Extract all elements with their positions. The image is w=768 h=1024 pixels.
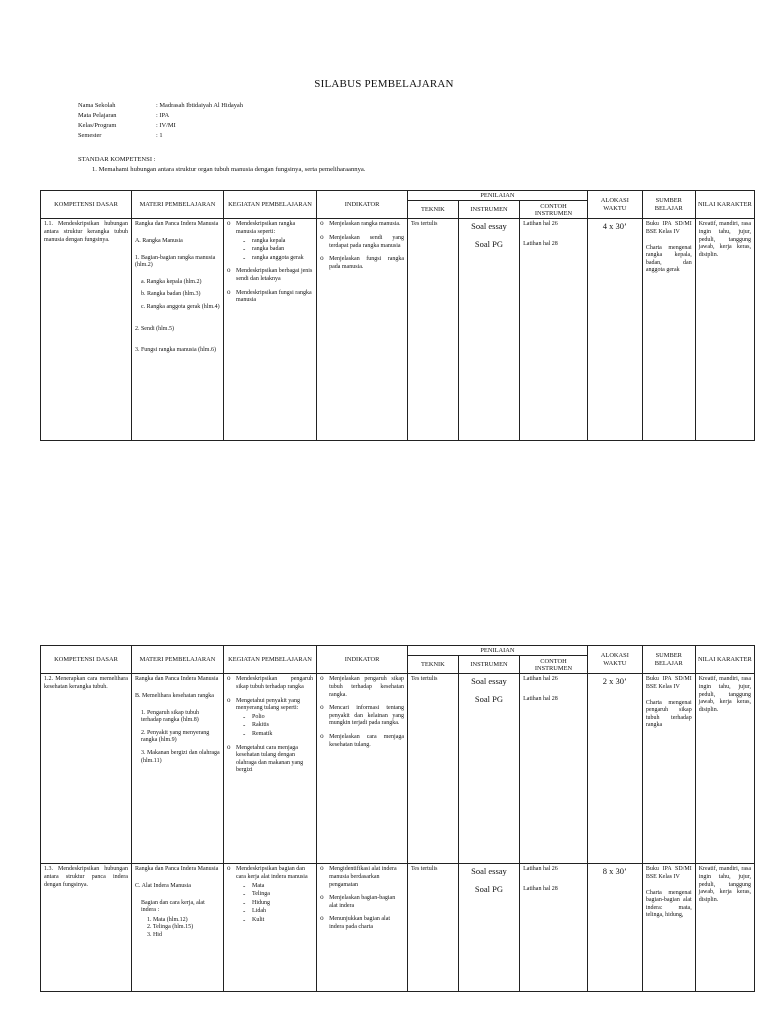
instrumen-item: Soal essay <box>471 221 507 232</box>
materi-subheading: Bagian dan cara kerja, alat indera : <box>140 899 205 914</box>
sumber-chart: Charta mengenai rangka kepala, badan, dan anggota gerak <box>645 244 692 274</box>
materi-intro: Rangka dan Panca Indera Manusia <box>134 676 219 683</box>
header-kegiatan: KEGIATAN PEMBELAJARAN <box>223 191 316 219</box>
nilai-cell: Kreatif, mandiri, rasa ingin tahu, jujur, peduli, tanggung jawab, kerja keras, disiplin. <box>695 674 754 864</box>
indikator-item: o Menjelaskan sendi yang terdapat pada rangka manusia <box>320 235 404 250</box>
info-label: Nama Sekolah <box>78 102 116 109</box>
header-penilaian: PENILAIAN <box>408 646 588 656</box>
materi-cell <box>131 219 223 441</box>
header-penilaian: PENILAIAN <box>408 191 588 201</box>
materi-heading: B. Memelihara kesehatan rangka <box>134 693 214 699</box>
instrumen-cell <box>458 219 519 441</box>
materi-item: 3. Fungsi rangka manusia (hlm.6) <box>134 347 216 354</box>
instrumen-item: Soal essay <box>471 866 507 877</box>
indikator-item: o Menjelaskan fungsi rangka pada manusia. <box>320 256 404 271</box>
sumber-cell <box>642 674 695 864</box>
kegiatan-item: o Mendeskripsikan berbagai jenis sendi dan letaknya <box>227 268 313 283</box>
materi-heading: C. Alat Indera Manusia <box>134 883 191 889</box>
info-value: : IV/MI <box>156 122 176 129</box>
table-row <box>41 864 755 992</box>
indikator-cell <box>317 674 408 864</box>
alokasi-cell: 4 x 30’ <box>587 219 642 441</box>
kegiatan-subitem: - Lidah <box>236 908 313 916</box>
kegiatan-subitem: - Hidung <box>236 900 313 908</box>
header-teknik: TEKNIK <box>408 201 459 219</box>
sumber-chart: Charta mengenai pengaruh sikap tubuh terhadap rangka <box>645 699 692 729</box>
header-materi: MATERI PEMBELAJARAN <box>131 646 223 674</box>
materi-cell <box>131 674 223 864</box>
kegiatan-subitem: - rangka kepala <box>236 238 313 246</box>
header-alokasi: ALOKASI WAKTU <box>587 191 642 219</box>
teknik-cell: Tes tertulis <box>408 864 459 992</box>
kegiatan-text: Mengetahui penyakit yang menyerang tulang seperti: <box>235 697 300 712</box>
standar-heading: STANDAR KOMPETENSI : <box>78 156 156 163</box>
indikator-item: o Menjelaskan rangka manusia. <box>320 221 404 229</box>
contoh-item: Latihan hal 26 <box>523 221 558 228</box>
nilai-cell: Kreatif, mandiri, rasa ingin tahu, jujur, peduli, tanggung jawab, kerja keras, disiplin. <box>695 864 754 992</box>
contoh-item: Latihan hal 26 <box>523 866 558 873</box>
kegiatan-subitem: - Mata <box>236 883 313 891</box>
contoh-cell <box>520 219 588 441</box>
info-label: Semester <box>78 132 102 139</box>
header-contoh: CONTOH INSTRUMEN <box>520 201 588 219</box>
kd-cell: 1.3. Mendeskripsikan hubungan antara struktur panca indera dengan fungsinya. <box>41 864 132 992</box>
sumber-book: Buku IPA SD/MI BSE Kelas IV <box>645 676 692 690</box>
kegiatan-cell <box>223 864 316 992</box>
sumber-cell <box>642 864 695 992</box>
header-indikator: INDIKATOR <box>317 191 408 219</box>
indikator-cell <box>317 864 408 992</box>
header-contoh: CONTOH INSTRUMEN <box>520 656 588 674</box>
header-sumber: SUMBER BELAJAR <box>642 191 695 219</box>
kegiatan-text: Mendeskripsikan bagian dan cara kerja alat indera manusia <box>235 866 308 880</box>
table-row <box>41 219 755 441</box>
header-materi: MATERI PEMBELAJARAN <box>131 191 223 219</box>
header-indikator: INDIKATOR <box>317 646 408 674</box>
materi-item: 2. Penyakit yang menyerang rangka (hlm.9) <box>140 729 210 744</box>
materi-intro: Rangka dan Panca Indera Manusia <box>134 221 219 228</box>
header-instrumen: INSTRUMEN <box>458 201 519 219</box>
kegiatan-item: o Mengetahui cara menjaga kesehatan tulang dengan olahraga dan makanan yang bergizi <box>227 745 313 775</box>
kegiatan-subitem: - Telinga <box>236 891 313 899</box>
page-title: SILABUS PEMBELAJARAN <box>314 78 454 90</box>
standar-item: 1. Memahami hubungan antara struktur organ tubuh manusia dengan fungsinya, serta pemeliharaannya. <box>92 166 366 173</box>
instrumen-item: Soal PG <box>474 694 504 705</box>
info-value: : 1 <box>156 132 163 139</box>
kegiatan-item: o Mendeskripsikan fungsi rangka manusia <box>227 290 313 305</box>
contoh-item: Latihan hal 28 <box>523 696 558 702</box>
contoh-item: Latihan hal 26 <box>523 676 558 683</box>
sumber-chart: Charta mengenai bagian-bagian alat indera: mata, telinga, hidung, <box>645 889 692 919</box>
table-row <box>41 674 755 864</box>
syllabus-table-1 <box>40 190 755 441</box>
header-sumber: SUMBER BELAJAR <box>642 646 695 674</box>
materi-item: 1. Bagian-bagian rangka manusia (hlm.2) <box>134 254 216 269</box>
indikator-item: o Menjelaskan cara menjaga kesehatan tulang. <box>320 734 404 749</box>
kegiatan-subitem: - rangka badan <box>236 246 313 254</box>
kegiatan-cell <box>223 219 316 441</box>
materi-cell <box>131 864 223 992</box>
info-row <box>78 101 243 111</box>
teknik-cell: Tes tertulis <box>408 219 459 441</box>
info-value: : IPA <box>156 112 170 119</box>
materi-intro: Rangka dan Panca Indera Manusia <box>134 866 219 873</box>
header-kd: KOMPETENSI DASAR <box>41 191 132 219</box>
info-label: Mata Pelajaran <box>78 112 117 119</box>
kegiatan-cell <box>223 674 316 864</box>
instrumen-item: Soal PG <box>474 239 504 250</box>
materi-item: 2. Sendi (hlm.5) <box>134 325 174 332</box>
info-row <box>78 111 243 121</box>
indikator-item: o Menjelaskan pengaruh sikap tubuh terhadap kesehatan rangka. <box>320 676 404 699</box>
info-value: : Madrasah Ibtidaiyah Al Hidayah <box>156 102 243 109</box>
nilai-cell: Kreatif, mandiri, rasa ingin tahu, jujur, peduli, tanggung jawab, kerja keras, disiplin. <box>695 219 754 441</box>
contoh-cell <box>520 674 588 864</box>
kegiatan-item: o Mendeskripsikan pengaruh sikap tubuh terhadap rangka <box>227 676 313 691</box>
indikator-item: o Menunjukkan bagian alat indera pada charta <box>320 916 404 931</box>
instrumen-item: Soal PG <box>474 884 504 895</box>
kegiatan-item <box>227 866 313 924</box>
kegiatan-item <box>227 698 313 739</box>
kd-cell: 1.1. Mendeskripsikan hubungan antara struktur kerangka tubuh manusia dengan fungsinya. <box>41 219 132 441</box>
materi-item: 1. Mata (hlm.12) <box>146 916 188 923</box>
header-teknik: TEKNIK <box>408 656 459 674</box>
instrumen-cell <box>458 674 519 864</box>
materi-item: 2. Telinga (hlm.15) <box>146 924 194 931</box>
kegiatan-subitem: - rangka anggota gerak <box>236 255 313 263</box>
kegiatan-subitem: - Rematik <box>236 731 313 739</box>
kegiatan-subitem: - Polio <box>236 714 313 722</box>
header-nilai: NILAI KARAKTER <box>695 646 754 674</box>
indikator-cell <box>317 219 408 441</box>
header-kd: KOMPETENSI DASAR <box>41 646 132 674</box>
materi-heading: A. Rangka Manusia <box>134 238 183 244</box>
sumber-book: Buku IPA SD/MI BSE Kelas IV <box>645 221 692 235</box>
indikator-item: o Mencari informasi tentang penyakit dan kelainan yang mungkin terjadi pada rangka. <box>320 705 404 728</box>
header-instrumen: INSTRUMEN <box>458 656 519 674</box>
materi-item: a. Rangka kepala (hlm.2) <box>140 278 202 285</box>
header-alokasi: ALOKASI WAKTU <box>587 646 642 674</box>
teknik-cell: Tes tertulis <box>408 674 459 864</box>
indikator-item: o Menjelaskan bagian-bagian alat indera <box>320 895 404 910</box>
materi-item: b. Rangka badan (hlm.3) <box>140 291 201 298</box>
info-row <box>78 121 243 131</box>
alokasi-cell: 2 x 30’ <box>587 674 642 864</box>
kd-cell: 1.2. Menerapkan cara memelihara kesehatan kerangka tubuh. <box>41 674 132 864</box>
materi-item: 1. Pengaruh sikap tubuh terhadap rangka (hlm.8) <box>140 709 199 724</box>
syllabus-table-2 <box>40 645 755 992</box>
instrumen-cell <box>458 864 519 992</box>
info-row <box>78 131 243 141</box>
header-kegiatan: KEGIATAN PEMBELAJARAN <box>223 646 316 674</box>
indikator-item: o Mengidentifikasi alat indera manusia berdasarkan pengamatan <box>320 866 404 889</box>
materi-item: 3. Makanan bergizi dan olahraga (hlm.11) <box>140 749 220 764</box>
sumber-book: Buku IPA SD/MI BSE Kelas IV <box>645 866 692 880</box>
contoh-item: Latihan hal 28 <box>523 241 558 247</box>
kegiatan-subitem: - Rakitis <box>236 722 313 730</box>
school-info <box>78 101 243 141</box>
header-nilai: NILAI KARAKTER <box>695 191 754 219</box>
sumber-cell <box>642 219 695 441</box>
materi-item: 3. Hid <box>146 931 162 938</box>
materi-item: c. Rangka anggota gerak (hlm.4) <box>140 303 220 310</box>
kegiatan-text: Mendeskripsikan rangka manusia seperti: <box>235 221 296 235</box>
standar-kompetensi <box>78 155 365 175</box>
contoh-item: Latihan hal 28 <box>523 886 558 892</box>
kegiatan-item <box>227 221 313 262</box>
kegiatan-subitem: - Kulit <box>236 917 313 925</box>
contoh-cell <box>520 864 588 992</box>
alokasi-cell: 8 x 30’ <box>587 864 642 992</box>
instrumen-item: Soal essay <box>471 676 507 687</box>
info-label: Kelas/Program <box>78 122 117 129</box>
